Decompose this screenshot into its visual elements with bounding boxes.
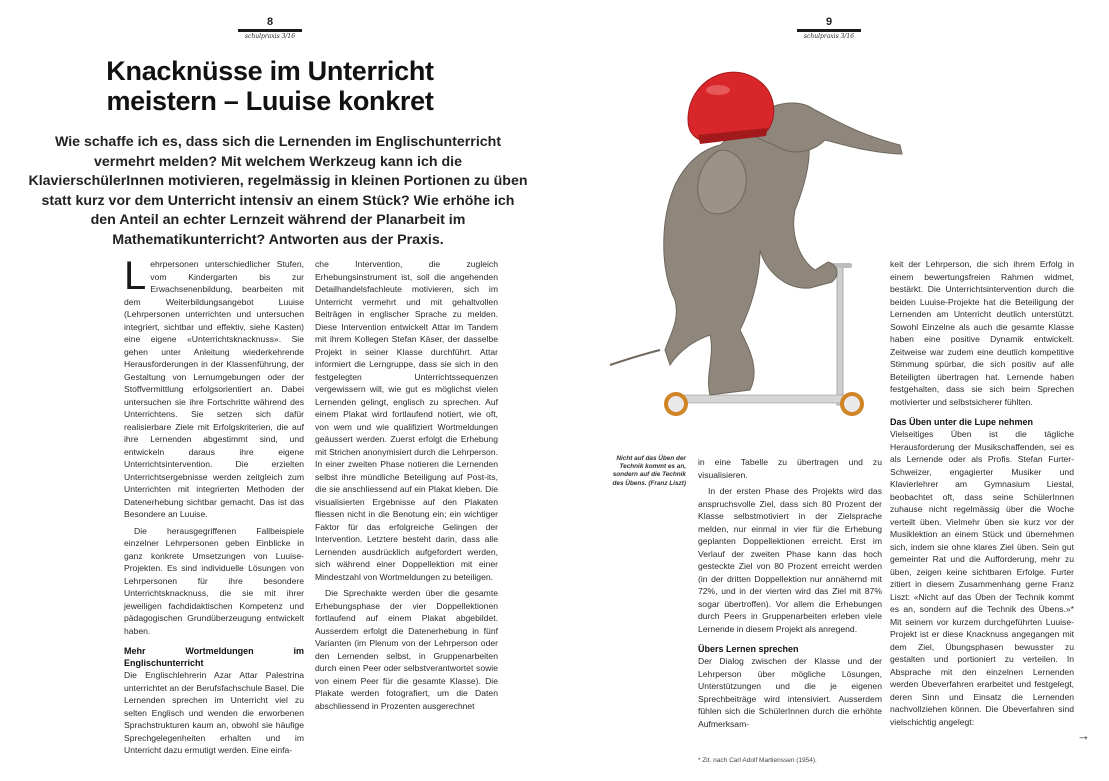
paragraph: Die Sprechakte werden über die gesamte Erhebungsphase der vier Doppellektionen fortlaufend auf einem Plakat abgebildet. Ausserdem erfolgt die Datenerhebung in fünf Varianten (im Plenum von der Lehrperson oder den Lernenden selbst, in Gruppenarbeiten durch einen Peer oder selbstverantwortet sowie von einem Peer für die gesamte Klasse). Die Plakate werden fotografiert, um die Daten abschliessend in Prozenten ausgerechnet [315,588,498,711]
section-heading: Übers Lernen sprechen [698,644,799,654]
red-helmet-illustration [688,72,774,144]
folio-rule [238,29,302,32]
continue-arrow-icon: → [1077,728,1090,743]
paragraph: In der ersten Phase des Projekts wird das anspruchsvolle Ziel, dass sich 80 Prozent der Klasse selbstmotiviert in der Zielsprache melden, nur einmal in vier für die Erhebung geplanten Doppellektionen erreicht. Erst im Verlauf der zweiten Phase kann das hoch gesteckte Ziel von 80 Prozent erreicht werden (in der dritten Doppellektion nur annähernd mit 72%, und in der vierten wird das Ziel mit 87% sogar übertroffen). Vor allem die Erhebungen durch Peers in Gruppenarbeiten erleben viele Lernende in diesem Projekt als anregend. [698,486,882,634]
page-number: 9 [825,16,833,28]
paragraph: Vielseitiges Üben ist die tägliche Herausforderung der Musikschaffenden, sei es als Lernende oder als Profis. Stefan Furter-Schweizer, engagierter Musiker und Klavierlehrer am Gymnasium Liestal, beobachtet oft, dass seine SchülerInnen zuhause nicht regelmässig über die Woche verteilt üben. Vielmehr üben sie kurz vor der Musiklektion an einem Stück und übernehmen sich, indem sie ohne klares Ziel üben. Sein gut gemeinter Rat und die Aufforderung, mehr zu üben, zeigen keine sichtbaren Erfolge. Furter zitiert in diesem Zusammenhang gerne Franz Liszt: «Nicht auf das Üben der Technik kommt es an, sondern auf die Technik des Übens.»* Mit seinem vor kurzem durchgeführten Luuise-Projekt ist er diese Knacknuss angegangen mit dem Ziel, Übungsphasen bewusster zu gestalten und portioniert zu verteilen. In Absprache mit den einzelnen Lernenden werden Übeverfahren erarbeitet und festgelegt, deren Sinn und Einsatz die Lernenden nachvollziehen können. Die Übeverfahren sind vielschichtig angelegt: [890,429,1074,727]
page-number: 8 [266,16,274,28]
section-heading: Das Üben unter die Lupe nehmen [890,417,1034,427]
elephant-on-scooter-photo [600,50,920,420]
paragraph: Die Englischlehrerin Azar Attar Palestrina unterrichtet an der Berufsfachschule Basel. Die Lernenden sprechen im Unterricht viel zu selten Englisch und wenden die erworbenen Sprachstrukturen kaum an, obwohl sie häufige Sprechgelegenheiten erhalten und im Unterricht dazu ermutigt werden. Eine einfa- [124,670,304,755]
folio-rule [797,29,861,32]
publication-label: schulpraxis 3/16 [803,33,855,40]
paragraph: che Intervention, die zugleich Erhebungsinstrument ist, soll die angehenden Detailhandelsfachleute motivieren, sich im Unterricht vermehrt und mit gehaltvollen Beiträgen in englischer Sprache zu melden. Diese Intervention entwickelt Attar im Tandem mit ihrem Kollegen Stefan Käser, der dasselbe Projekt in seiner Klasse durchführt. Attar informiert die Lerngruppe, dass sie sich in den festgelegten Unterrichtssequenzen vergewissern will, wie gut es möglichst vielen Lernenden gelingt, englisch zu sprechen. Auf einem Plakat wird fortlaufend notiert, wie oft, von wem und wie qualifiziert Wortmeldungen geäussert werden. Zuerst erfolgt die Erhebung mit Strichen anonymisiert durch die Lehrperson. In einer zweiten Phase notieren die Lernenden selbst ihre mündliche Beteiligung auf Post-its, die sie anschliessend auf ein Plakat kleben. Die visualisierten Ergebnisse auf den Plakaten fliessen nicht in die Benotung ein; ein wichtiger Faktor für das erfolgreiche Gelingen der Intervention. Letztere besteht darin, dass alle Lernenden ausdrücklich aufgefordert werden, sich während einer Doppellektion mit einer Mindestzahl von Wortmeldungen zu beteiligen. [315,259,498,582]
footnote: * Zit. nach Carl Adolf Martienssen (1954). [698,757,817,764]
folio-left [238,16,302,40]
folio-right [797,16,861,40]
intro-paragraph [124,254,304,521]
left-column-2 [315,258,498,712]
article-lead: Wie schaffe ich es, dass sich die Lernenden im Englischunterricht vermehrt melden? Mit welchem Werkzeug kann ich die KlavierschülerInnen motivieren, regelmässig in kleinen Portionen zu üben statt kurz vor dem Unterricht intensiv an einem Stück? Wie erhöhe ich den Anteil an echter Lernzeit während der Planarbeit im Mathematikunterricht? Antworten aus der Praxis. [28,134,528,248]
paragraph: Die herausgegriffenen Fallbeispiele einzelner Lehrpersonen geben Einblicke in ganz konkrete Umsetzungen von Luuise-Projekten. Es sind individuelle Lösungen von Lehrpersonen für ihre besondere Unterrichtsknacknuss, die sie mit ihrer jeweiligen fachdidaktischen Kompetenz und pädagogischen Grundüberzeugung entwickelt haben. [124,525,304,636]
paragraph: Der Dialog zwischen der Klasse und der Lehrperson über mögliche Lösungen, Unterstützungen und die je eigenen Sprechbeiträge wird intensiviert. Ausserdem fühlen sich die SchülerInnen durch die erhöhte Aufmerksam- [698,656,882,729]
dropcap: L [124,254,147,298]
publication-label: schulpraxis 3/16 [244,33,296,40]
left-column-1 [124,254,304,757]
paragraph: keit der Lehrperson, die sich ihrem Erfolg in einem bewertungsfreien Rahmen widmet, bestärkt. Die Unterrichtsintervention durch die beiden Luuise-Projekte hat die Beteiligung der Lernenden am Unterricht deutlich unterstützt. Sowohl Einzelne als auch die gesamte Klasse haben eine positive Dynamik entwickelt. Zeitweise war zudem eine deutlich kompetitive Stimmung spürbar, die sich positiv auf alle Beteiligten übertragen hat. Lernende haben festgehalten, dass sie sich beim Sprechen motivierter und selbstsicherer fühlten. [890,259,1074,407]
section-heading: Mehr Wortmeldungen im Englischunterricht [124,646,304,668]
paragraph: in eine Tabelle zu übertragen und zu visualisieren. [698,457,882,480]
left-page [0,0,554,781]
photo-caption: Nicht auf das Üben der Technik kommt es an, sondern auf die Technik des Übens. (Franz Liszt) [612,455,686,487]
article-headline: Knacknüsse im Unterricht meistern – Luuise konkret [106,56,434,116]
right-column-1 [698,456,882,730]
paragraph-text: ehrpersonen unterschiedlicher Stufen, vom Kindergarten bis zur Erwachsenenbildung, bearbeiten mit dem Weiterbildungsangebot Luuise (Lehrpersonen unterrichten und untersuchen integriert, sichtbar und effektiv, siehe Kasten) eine eigene «Unterrichtsknacknuss». Sie gehen unter Anleitung wiederkehrende Herausforderungen in der Klassenführung, der Gestaltung von Lernumgebungen oder der Stoffvermittlung erfolgsorientiert an. Dabei untersuchen sie ihre Fortschritte während des Unterrichtens. Sie setzen sich dafür realisierbare Ziele mit Erfolgskriterien, die auf ihre Lernenden abgestimmt sind, und entwickeln daraus ihre eigene Unterrichtsintervention. Die erzielten Unterrichtsergebnisse werden zeitgleich zum Unterrichten mit integrierten Methoden der Datenerhebung sichtbar gemacht. Das ist das Besondere an Luuise. [124,259,304,519]
elephant-illustration [610,103,902,395]
right-column-2 [890,258,1074,728]
